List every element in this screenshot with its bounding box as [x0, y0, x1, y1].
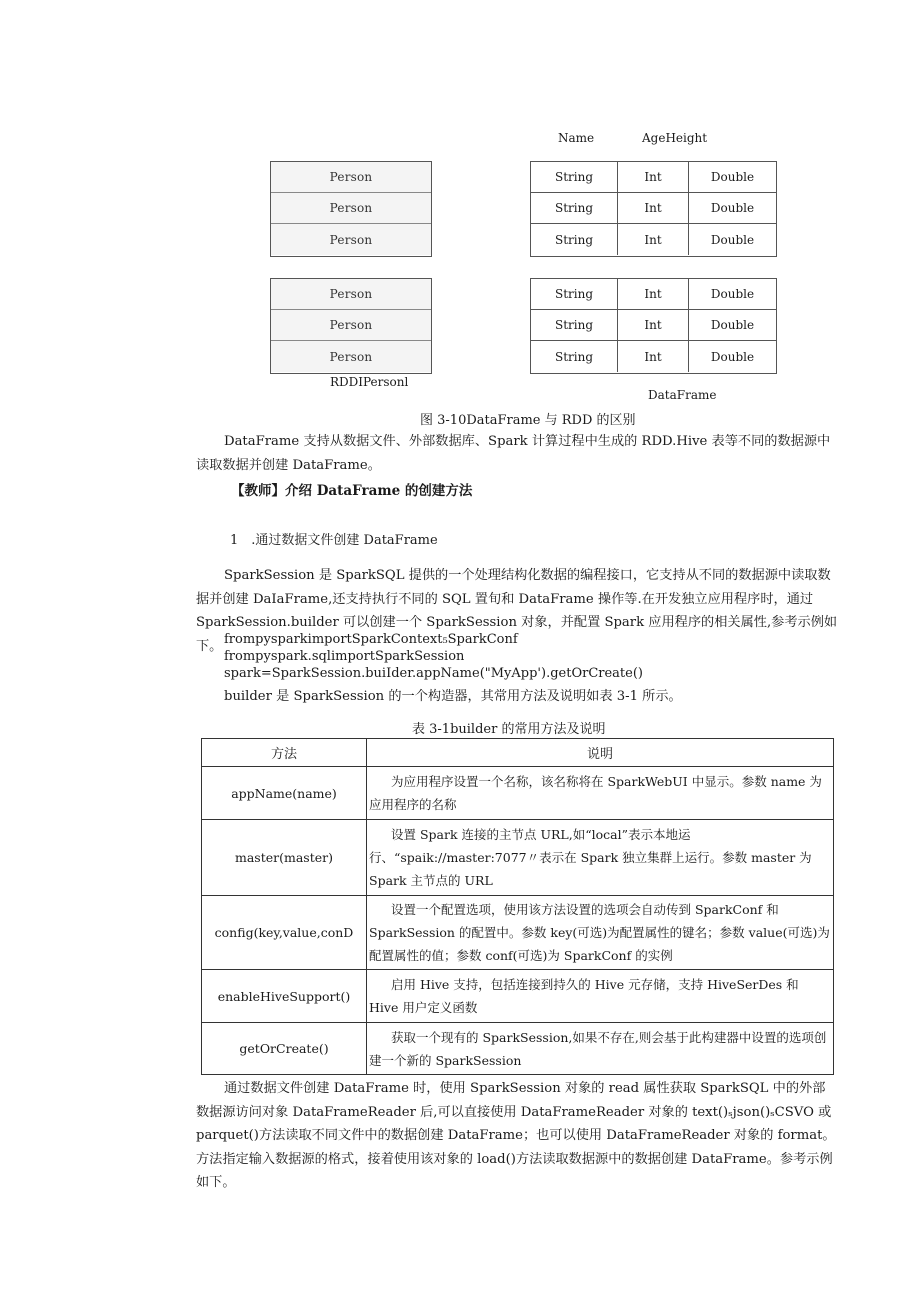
table-cell-desc: 设置 Spark 连接的主节点 URL,如“local”表示本地运行、“spaik://master:7077〃表示在 Spark 独立集群上运行。参数 master 为 Spark 主节点的 URL: [367, 820, 834, 896]
table-row: [202, 896, 834, 970]
dataframe-label: DataFrame: [648, 388, 717, 402]
teacher-note: 【教师】介绍 DataFrame 的创建方法: [231, 483, 473, 499]
paragraph-dataframereader: 通过数据文件创建 DataFrame 时，使用 SparkSession 对象的 read 属性获取 SparkSQL 中的外部数据源访问对象 DataFrameReader 后,可以直接使用 DataFrameReader 对象的 text()ₛjson()ₛCSVO 或 parquet()方法读取不同文件中的数据创建 DataFrame；也可以使用 DataFrameReader 对象的 format。方法指定输入数据源的格式，接着使用该对象的 load()方法读取数据源中的数据创建 DataFrame。参考示例如下。: [196, 1081, 836, 1190]
table-cell-desc: 启用 Hive 支持，包括连接到持久的 Hive 元存储，支持 HiveSerDes 和 Hive 用户定义函数: [367, 970, 834, 1023]
section-heading: 1 .通过数据文件创建 DataFrame: [230, 533, 438, 548]
table-header-row: [202, 739, 834, 767]
table-cell-method: config(key,value,conD: [202, 896, 367, 970]
rdd-person-group-2: [270, 278, 432, 374]
table-cell-method: enableHiveSupport(): [202, 970, 367, 1023]
paragraph-sparksession: SparkSession 是 SparkSQL 提供的一个处理结构化数据的编程接口，它支持从不同的数据源中读取数据并创建 DaIaFrame,还支持执行不同的 SQL 置旬和 DataFrame 操作等.在开发独立应用程序时，通过 SparkSession.builder 可以创建一个 SparkSession 对象，并配置 Spark 应用程序的相关属性,参考示例如下。: [196, 568, 838, 654]
df-row: String Int Double: [531, 193, 776, 224]
paragraph-intro: DataFrame 支持从数据文件、外部数据库、Spark 计算过程中生成的 RDD.Hive 表等不同的数据源中读取数据并创建 DataFrame。: [196, 434, 831, 473]
rdd-person-group-1: [270, 161, 432, 257]
code-line: frompyspark.sqlimportSparkSession: [224, 649, 465, 664]
table-cell-method: master(master): [202, 820, 367, 896]
df-header-age-height: AgeHeight: [642, 131, 708, 145]
table-cell-method: getOrCreate(): [202, 1023, 367, 1075]
df-header-name: Name: [558, 131, 595, 145]
rdd-person-cell: Person: [271, 193, 431, 224]
rdd-person-cell: Person: [271, 279, 431, 310]
df-grid-1: [530, 161, 777, 257]
df-row: String Int Double: [531, 224, 776, 255]
rdd-label: RDDIPersonl: [330, 375, 409, 389]
table-cell-method: appName(name): [202, 767, 367, 820]
df-row: String Int Double: [531, 279, 776, 310]
df-grid-2: [530, 278, 777, 374]
table-row: [202, 970, 834, 1023]
code-line: frompysparkimportSparkContext₅SparkConf: [224, 632, 518, 647]
builder-methods-table: [201, 738, 834, 1075]
table-cell-desc: 为应用程序设置一个名称，该名称将在 SparkWebUI 中显示。参数 name 为应用程序的名称: [367, 767, 834, 820]
table-header-desc: 说明: [367, 739, 834, 767]
rdd-person-cell: Person: [271, 341, 431, 372]
table-row: [202, 820, 834, 896]
df-row: String Int Double: [531, 310, 776, 341]
table-caption: 表 3-1builder 的常用方法及说明: [412, 722, 606, 737]
rdd-person-cell: Person: [271, 224, 431, 255]
df-row: String Int Double: [531, 341, 776, 372]
rdd-person-cell: Person: [271, 162, 431, 193]
table-header-method: 方法: [202, 739, 367, 767]
table-row: [202, 1023, 834, 1075]
rdd-person-cell: Person: [271, 310, 431, 341]
table-cell-desc: 设置一个配置选项，使用该方法设置的选项会自动传到 SparkConf 和 SparkSession 的配置中。参数 key(可选)为配置属性的键名；参数 value(可选)为配置属性的值；参数 conf(可选)为 SparkConf 的实例: [367, 896, 834, 970]
figure-caption: 图 3-10DataFrame 与 RDD 的区别: [420, 413, 636, 428]
table-row: [202, 767, 834, 820]
table-cell-desc: 获取一个现有的 SparkSession,如果不存在,则会基于此构建器中设置的选项创建一个新的 SparkSession: [367, 1023, 834, 1075]
code-line: spark=SparkSession.buiIder.appName("MyApp').getOrCreate(): [224, 666, 643, 681]
df-row: String Int Double: [531, 162, 776, 193]
builder-intro: builder 是 SparkSession 的一个构造器，其常用方法及说明如表 3-1 所示。: [224, 689, 682, 704]
